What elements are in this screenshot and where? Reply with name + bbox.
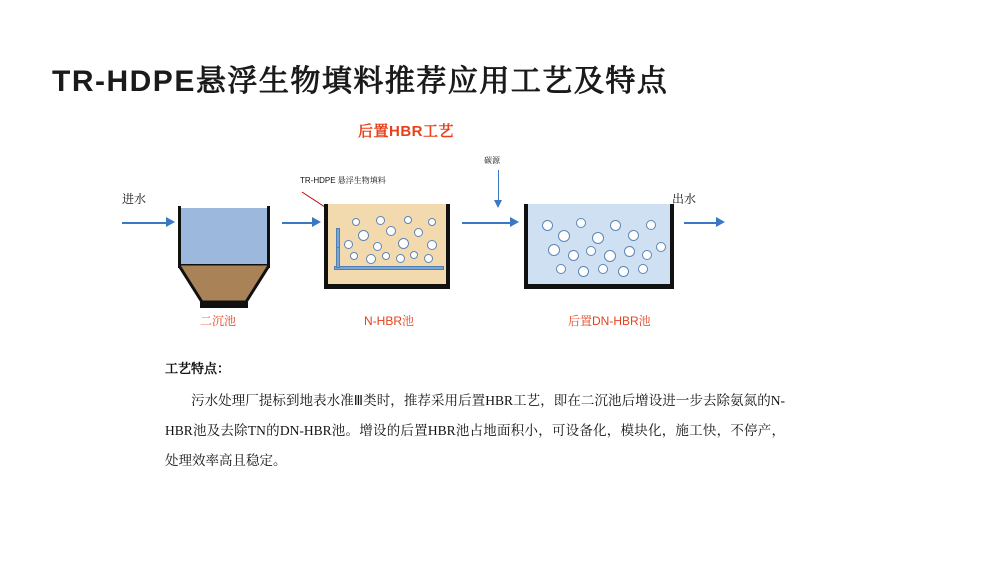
nhbr-diffuser-pipe xyxy=(334,266,444,270)
bubble xyxy=(358,230,369,241)
clarifier-base xyxy=(200,302,248,308)
dnhbr-liquid xyxy=(528,204,670,284)
bubble xyxy=(386,226,396,236)
nhbr-riser-2 xyxy=(336,228,340,248)
features-body xyxy=(165,386,785,476)
bubble xyxy=(396,254,405,263)
arrow-nhbr-to-dnhbr-head xyxy=(510,217,519,227)
bubble xyxy=(558,230,570,242)
features-heading: 工艺特点： xyxy=(165,361,231,376)
bubble xyxy=(628,230,639,241)
outlet-arrow-line xyxy=(684,222,718,224)
nhbr-tank xyxy=(324,204,450,289)
bubble xyxy=(624,246,635,257)
bubble xyxy=(598,264,608,274)
bubble xyxy=(404,216,412,224)
bubble xyxy=(542,220,553,231)
bubble xyxy=(548,244,560,256)
carbon-source-arrow-line xyxy=(498,170,499,202)
clarifier-hopper xyxy=(178,264,270,302)
bubble xyxy=(592,232,604,244)
inlet-arrow-line xyxy=(122,222,168,224)
page-title: TR-HDPE悬浮生物填料推荐应用工艺及特点 xyxy=(52,65,669,98)
bubble xyxy=(604,250,616,262)
arrow-nhbr-to-dnhbr-line xyxy=(462,222,512,224)
tank-label-clarifier: 二沉池 xyxy=(200,314,237,328)
bubble xyxy=(556,264,566,274)
bubble xyxy=(618,266,629,277)
bubble xyxy=(414,228,423,237)
bubble xyxy=(646,220,656,230)
outlet-arrow-head xyxy=(716,217,725,227)
tank-label-nhbr: N-HBR池 xyxy=(364,314,414,328)
bubble xyxy=(638,264,648,274)
carbon-source-label: 碳源 xyxy=(484,156,500,165)
carbon-source-arrow-head xyxy=(494,200,502,208)
inlet-arrow-head xyxy=(166,217,175,227)
bubble xyxy=(578,266,589,277)
bubble xyxy=(366,254,376,264)
bubble xyxy=(610,220,621,231)
inlet-label: 进水 xyxy=(122,192,147,206)
diagram-subtitle: 后置HBR工艺 xyxy=(358,123,454,140)
bubble xyxy=(656,242,666,252)
outlet-label: 出水 xyxy=(672,192,697,206)
bubble xyxy=(424,254,433,263)
bubble xyxy=(568,250,579,261)
clarifier-walls xyxy=(178,206,270,268)
bubble xyxy=(352,218,360,226)
bubble xyxy=(427,240,437,250)
filler-callout-label: TR-HDPE 悬浮生物填料 xyxy=(300,176,386,185)
bubble xyxy=(586,246,596,256)
bubble xyxy=(576,218,586,228)
bubble xyxy=(428,218,436,226)
clarifier-tank xyxy=(178,206,270,302)
bubble xyxy=(410,251,418,259)
bubble xyxy=(376,216,385,225)
bubble xyxy=(373,242,382,251)
bubble xyxy=(398,238,409,249)
features-body-text: 污水处理厂提标到地表水准Ⅲ类时，推荐采用后置HBR工艺，即在二沉池后增设进一步去除氨氮的N-HBR池及去除TN的DN-HBR池。增设的后置HBR池占地面积小，可设备化，模块化，施工快，不停产，处理效率高且稳定。 xyxy=(165,393,785,468)
tank-label-dnhbr: 后置DN-HBR池 xyxy=(568,314,651,328)
bubble xyxy=(344,240,353,249)
bubble xyxy=(350,252,358,260)
bubble xyxy=(642,250,652,260)
bubble xyxy=(382,252,390,260)
dnhbr-tank xyxy=(524,204,674,289)
nhbr-liquid xyxy=(328,204,446,284)
